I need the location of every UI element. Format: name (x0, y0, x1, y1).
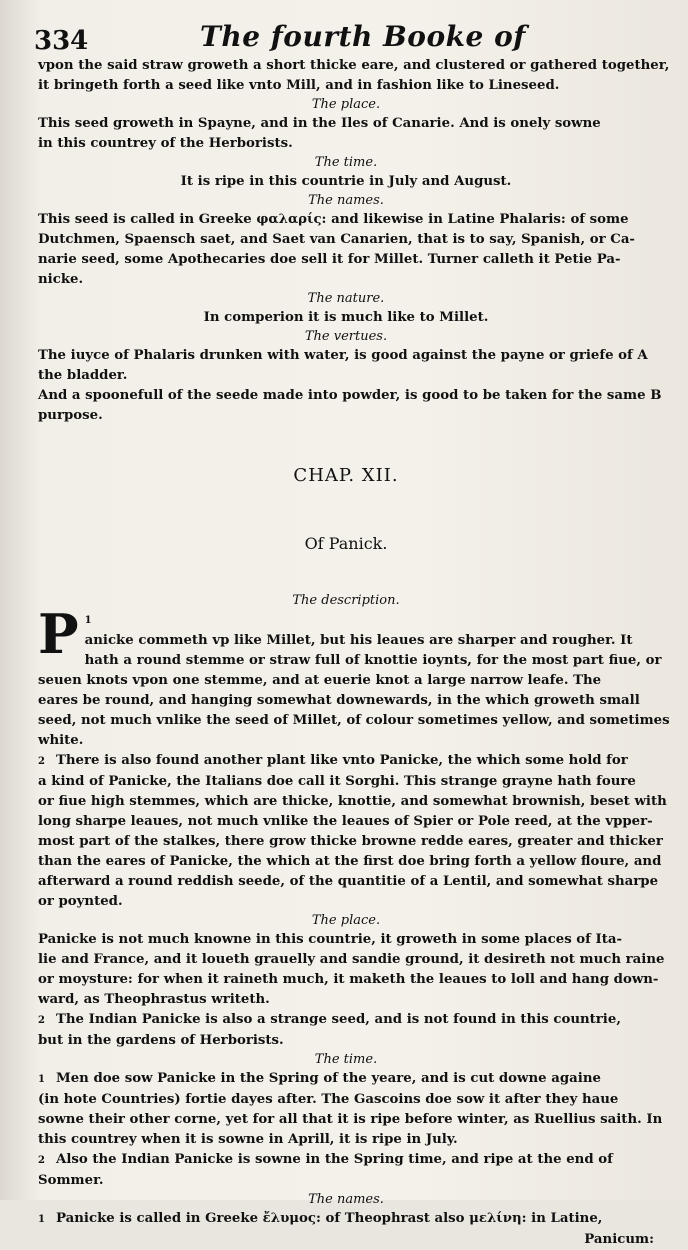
section-heading-nature: The nature. (307, 291, 385, 306)
vertues-paragraph (38, 346, 662, 426)
text-line: but in the gardens of Herborists. (38, 1033, 284, 1048)
text-line: afterward a round reddish seede, of the quantitie of a Lentil, and somewhat sharpe (38, 874, 659, 889)
text-line: long sharpe leaues, not much vnlike the leaues of Spier or Pole reed, at the vpper- (38, 814, 653, 829)
text-line: it bringeth forth a seed like vnto Mill, and in fashion like to Lineseed. (38, 78, 560, 93)
text-line: eares be round, and hanging somewhat downewards, in the which groweth small (38, 693, 640, 708)
text-line: or fiue high stemmes, which are thicke, knottie, and somewhat brownish, beset with (38, 794, 667, 809)
text-line: And a spoonefull of the seede made into powder, is good to be taken for the same B (38, 388, 662, 403)
page-body (38, 56, 670, 1250)
description-paragraph-1 (38, 602, 670, 751)
text-line: seed, not much vnlike the seed of Millet, of colour sometimes yellow, and sometimes (38, 713, 670, 728)
text-line: 2 There is also found another plant like vnto Panicke, the which some hold for (38, 751, 654, 772)
text-line: purpose. (38, 408, 103, 423)
text-line: lie and France, and it loueth grauelly and sandie ground, it desireth not much raine (38, 952, 665, 967)
text-line: (in hote Countries) fortie dayes after. The Gascoins doe sow it after they haue (38, 1092, 619, 1107)
text-line: anicke commeth vp like Millet, but his leaues are sharper and rougher. It (84, 633, 633, 648)
text-line: 1 Panicke is called in Greeke ἔλυμος: of Theophrast also μελίνη: in Latine, (38, 1209, 654, 1230)
text-line: The iuyce of Phalaris drunken with water, is good against the payne or griefe of A (38, 348, 648, 363)
text-line: This seed is called in Greeke φαλαρίς: and likewise in Latine Phalaris: of some (38, 212, 629, 227)
paragraph-number: 1 (38, 1214, 45, 1225)
text-line: Sommer. (38, 1173, 104, 1188)
section-heading-vertues: The vertues. (304, 329, 388, 344)
paragraph-number: 1 (38, 1074, 45, 1085)
paragraph-number: 1 (84, 615, 92, 626)
time-paragraph-2 (38, 1069, 663, 1191)
section-heading-time-2: The time. (314, 1052, 378, 1067)
drop-capital: P (38, 602, 79, 666)
text-line: in this countrey of the Herborists. (38, 136, 293, 151)
section-heading-names: The names. (308, 193, 384, 208)
chapter-title: Of Panick. (304, 534, 388, 553)
names-paragraph-2 (38, 1209, 654, 1250)
description-paragraph-2 (38, 751, 667, 912)
text-line: or poynted. (38, 894, 123, 909)
page-number: 334 (34, 26, 89, 56)
text-line: or moysture: for when it raineth much, it maketh the leaues to loll and hang down- (38, 972, 659, 987)
catchword: Panicum: (584, 1232, 654, 1247)
section-heading-place: The place. (311, 97, 381, 112)
paragraph-number: 2 (38, 756, 45, 767)
text-line: hath a round stemme or straw full of knottie ioynts, for the most part fiue, or (84, 653, 662, 668)
section-heading-names-2: The names. (308, 1192, 384, 1207)
text-line: most part of the stalkes, there grow thicke browne redde eares, greater and thicker (38, 834, 663, 849)
names-paragraph (38, 210, 654, 290)
text-line: nicke. (38, 272, 84, 287)
time-paragraph: It is ripe in this countrie in July and August. (180, 174, 512, 189)
paragraph-number: 2 (38, 1155, 45, 1166)
text-line: a kind of Panicke, the Italians doe call it Sorghi. This strange grayne hath foure (38, 774, 636, 789)
place-paragraph (38, 114, 654, 154)
text-line: this countrey when it is sowne in Aprill, it is ripe in July. (38, 1132, 458, 1147)
text-line: This seed groweth in Spayne, and in the Iles of Canarie. And is onely sowne (38, 116, 601, 131)
place-paragraph-2 (38, 930, 665, 1051)
text-line: vpon the said straw groweth a short thicke eare, and clustered or gathered together, (38, 58, 670, 73)
text-line: than the eares of Panicke, the which at the first doe bring forth a yellow floure, and (38, 854, 662, 869)
text-line: ward, as Theophrastus writeth. (38, 992, 270, 1007)
section-heading-description: The description. (292, 593, 400, 608)
text-line: seuen knots vpon one stemme, and at euerie knot a large narrow leafe. The (38, 673, 602, 688)
running-title: The fourth Booke of (200, 20, 526, 53)
page-header (0, 6, 688, 54)
text-line: white. (38, 733, 84, 748)
nature-paragraph: In comperion it is much like to Millet. (203, 310, 489, 325)
paragraph-number: 2 (38, 1015, 45, 1026)
section-heading-place-2: The place. (311, 913, 381, 928)
text-line: Panicke is not much knowne in this countrie, it groweth in some places of Ita- (38, 932, 623, 947)
text-line: 2 Also the Indian Panicke is sowne in the Spring time, and ripe at the end of (38, 1150, 654, 1171)
top-paragraph (38, 56, 670, 96)
text-line: 1 Men doe sow Panicke in the Spring of the yeare, and is cut downe againe (38, 1069, 654, 1090)
text-line: Dutchmen, Spaensch saet, and Saet van Canarien, that is to say, Spanish, or Ca- (38, 232, 635, 247)
chapter-number: CHAP. XII. (293, 465, 399, 486)
text-line: narie seed, some Apothecaries doe sell it for Millet. Turner calleth it Petie Pa- (38, 252, 621, 267)
text-line: 2 The Indian Panicke is also a strange seed, and is not found in this countrie, (38, 1010, 654, 1031)
text-line: the bladder. (38, 368, 128, 383)
text-line: sowne their other corne, yet for all that it is ripe before winter, as Ruellius saith. In (38, 1112, 663, 1127)
section-heading-time: The time. (314, 155, 378, 170)
